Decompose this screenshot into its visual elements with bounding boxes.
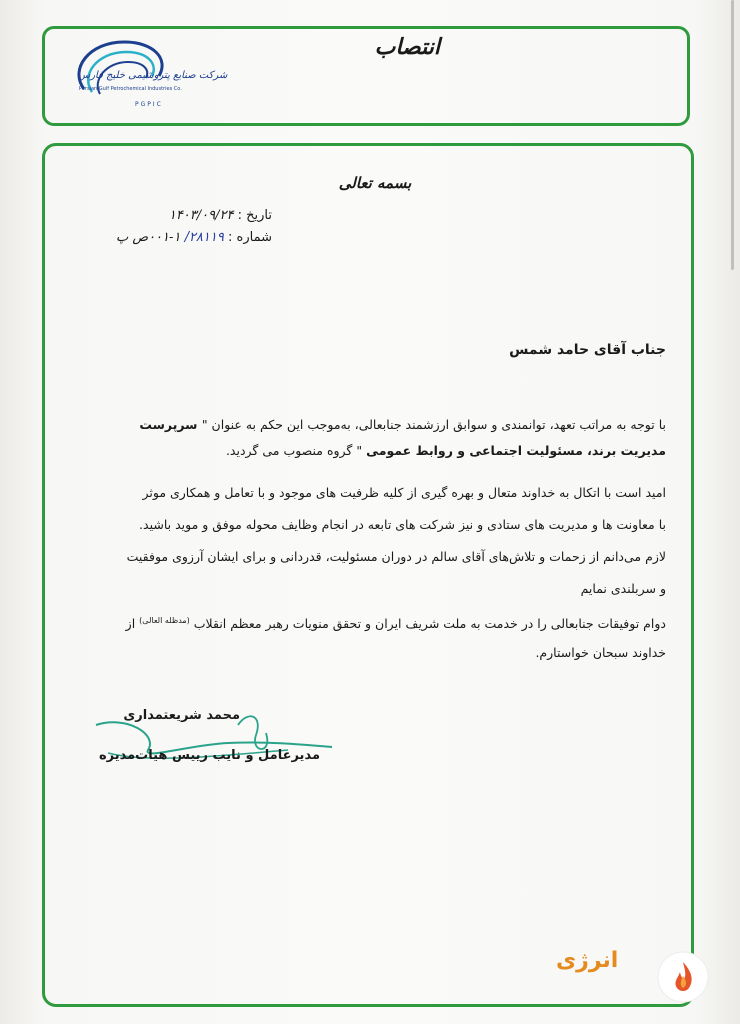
line-text: با معاونت ها و مدیریت های ستادی و نیز شرکت های تابعه در انجام وظایف محوله موفق و موید باشید. xyxy=(139,517,666,532)
line-text: و سربلندی نمایم xyxy=(580,581,666,596)
line-text: دوام توفیقات جنابعالی را در خدمت به ملت شریف ایران و تحقق منویات رهبر معظم انقلاب xyxy=(193,616,666,632)
paragraph-line xyxy=(46,640,666,666)
date-value: ۱۴۰۳/۰۹/۲۴ xyxy=(168,208,234,223)
addressee: جناب آقای حامد شمس xyxy=(509,342,666,358)
line-text: لازم می‌دانم از زحمات و تلاش‌های آقای سالم در دوران مسئولیت، قدردانی و برای ایشان آرزوی موفقیت xyxy=(126,549,666,564)
line-text: از xyxy=(125,616,140,632)
logo-code: PGPIC xyxy=(135,101,163,108)
line-text: خداوند سبحان خواستارم. xyxy=(535,645,666,660)
number-value: ۱-۰۰۱ص پ xyxy=(115,230,181,245)
number-handwritten: ۲۸۱۱۹/ xyxy=(184,230,224,245)
signer-name: محمد شریعتمداری xyxy=(123,708,240,723)
header-title: انتصاب xyxy=(374,34,440,60)
watermark-text: انرژی xyxy=(556,948,619,973)
paragraph-line xyxy=(46,412,666,438)
scrollbar[interactable] xyxy=(731,0,734,270)
number-row xyxy=(116,230,272,245)
body-frame xyxy=(42,143,694,1007)
line-text: امید است با اتکال به خداوند متعال و بهره گیری از کلیه ظرفیت های موجود و با تعامل و همکاری موثر xyxy=(142,485,666,500)
date-label: تاریخ : xyxy=(237,208,272,223)
basmala: بسمه تعالی xyxy=(338,174,412,192)
logo-name-en: Persian Gulf Petrochemical Industries Co. xyxy=(79,86,182,92)
paragraph-line xyxy=(46,480,666,506)
paragraph-line xyxy=(46,608,666,637)
line-superscript: (مدظله العالی) xyxy=(139,616,190,625)
number-label: شماره : xyxy=(228,230,272,245)
line-text: " گروه منصوب می گردید. xyxy=(225,443,367,458)
signer-title: مدیرعامل و نایب رییس هیات‌مدیره xyxy=(98,748,320,763)
line-text: با توجه به مراتب تعهد، توانمندی و سوابق ارزشمند جنابعالی، به‌موجب این حکم به عنوان " xyxy=(201,417,666,432)
paragraph-line xyxy=(46,576,666,602)
logo-name-fa: شرکت صنایع پتروشیمی خلیج فارس xyxy=(78,70,228,81)
paragraph-line xyxy=(46,512,666,538)
line-bold: مدیریت برند، مسئولیت اجتماعی و روابط عمومی xyxy=(366,443,666,458)
flame-icon xyxy=(656,950,710,1004)
paragraph-line xyxy=(46,438,666,464)
date-row xyxy=(169,208,272,223)
line-bold: سرپرست xyxy=(139,417,202,432)
paragraph-line xyxy=(46,544,666,570)
